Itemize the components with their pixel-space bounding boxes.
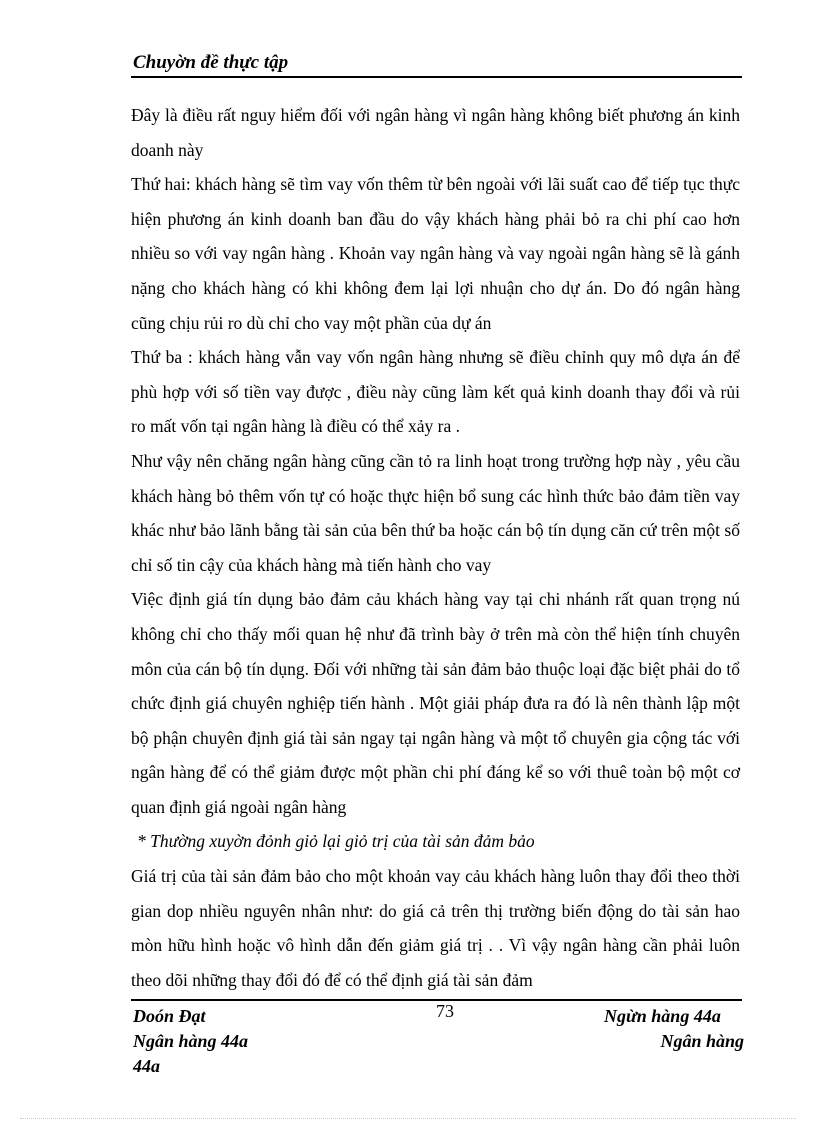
paragraph-1: Đây là điều rất nguy hiểm đối với ngân hàng vì ngân hàng không biết phương án kinh doanh này — [131, 105, 740, 160]
paragraph-2: Thứ hai: khách hàng sẽ tìm vay vốn thêm từ bên ngoài với lãi suất cao để tiếp tục thực hiện phương án kinh doanh ban đầu do vậy khách hàng phải bỏ ra chi phí cao hơn nhiều so với vay ngân hàng . Khoản vay ngân hàng và vay ngoài ngân hàng sẽ là gánh nặng cho khách hàng có khi không đem lại lợi nhuận cho dự án. Do đó ngân hàng cũng chịu rủi ro dù chỉ cho vay một phần của dự án — [131, 174, 740, 333]
footer-author: Doón Đạt — [133, 1006, 206, 1026]
footer-class: Ngân hàng 44a — [133, 1031, 249, 1051]
footer-left — [133, 1004, 248, 1079]
paragraph-3: Thứ ba : khách hàng vẫn vay vốn ngân hàng nhưng sẽ điều chỉnh quy mô dựa án để phù hợp với số tiền vay được , điều này cũng làm kết quả kinh doanh thay đổi và rủi ro mất vốn tại ngân hàng là điều có thể xảy ra . — [131, 347, 740, 437]
paragraph-5: Việc định giá tín dụng bảo đảm cảu khách hàng vay tại chi nhánh rất quan trọng nú không chỉ cho thấy mối quan hệ như đã trình bày ở trên mà còn thể hiện tính chuyên môn của cán bộ tín dụng. Đối với những tài sản đảm bảo thuộc loại đặc biệt phải do tổ chức định giá chuyên nghiệp tiến hành . Một giải pháp đưa ra đó là nên thành lập một bộ phận chuyên định giá tài sản ngay tại ngân hàng và một tổ chuyên gia cộng tác với ngân hàng để có thể giảm được một phần chi phí đáng kể so với thuê toàn bộ một cơ quan định giá ngoài ngân hàng — [131, 589, 740, 817]
footer-right-line2: Ngân hàng — [660, 1031, 744, 1051]
page-edge — [20, 1118, 796, 1119]
document-body — [131, 98, 740, 997]
paragraph-6: Giá trị của tài sản đảm bảo cho một khoản vay cảu khách hàng luôn thay đổi theo thời gian dop nhiều nguyên nhân như: do giá cả trên thị trường biến động do tài sản hao mòn hữu hình hoặc vô hình dẫn đến giảm giá trị . . Vì vậy ngân hàng cần phải luôn theo dõi những thay đổi đó để có thể định giá tài sản đảm — [131, 866, 740, 990]
footer-right-line1: Ngừn hàng 44a — [604, 1006, 721, 1026]
footer-class-suffix: 44a — [133, 1056, 160, 1076]
footer-right — [604, 1004, 744, 1054]
header-divider — [131, 76, 742, 78]
page-header-title: Chuyờn đề thực tập — [133, 52, 289, 73]
page-number: 73 — [436, 1001, 454, 1021]
paragraph-4: Như vậy nên chăng ngân hàng cũng cần tỏ ra linh hoạt trong trường hợp này , yêu cầu khách hàng bỏ thêm vốn tự có hoặc thực hiện bổ sung các hình thức bảo đảm tiền vay khác như bảo lãnh bằng tài sản của bên thứ ba hoặc cán bộ tín dụng căn cứ trên một số chỉ số tin cậy của khách hàng mà tiến hành cho vay — [131, 450, 740, 575]
section-heading: * Thường xuyờn đỏnh giỏ lại giỏ trị của tài sản đảm bảo — [137, 831, 535, 852]
